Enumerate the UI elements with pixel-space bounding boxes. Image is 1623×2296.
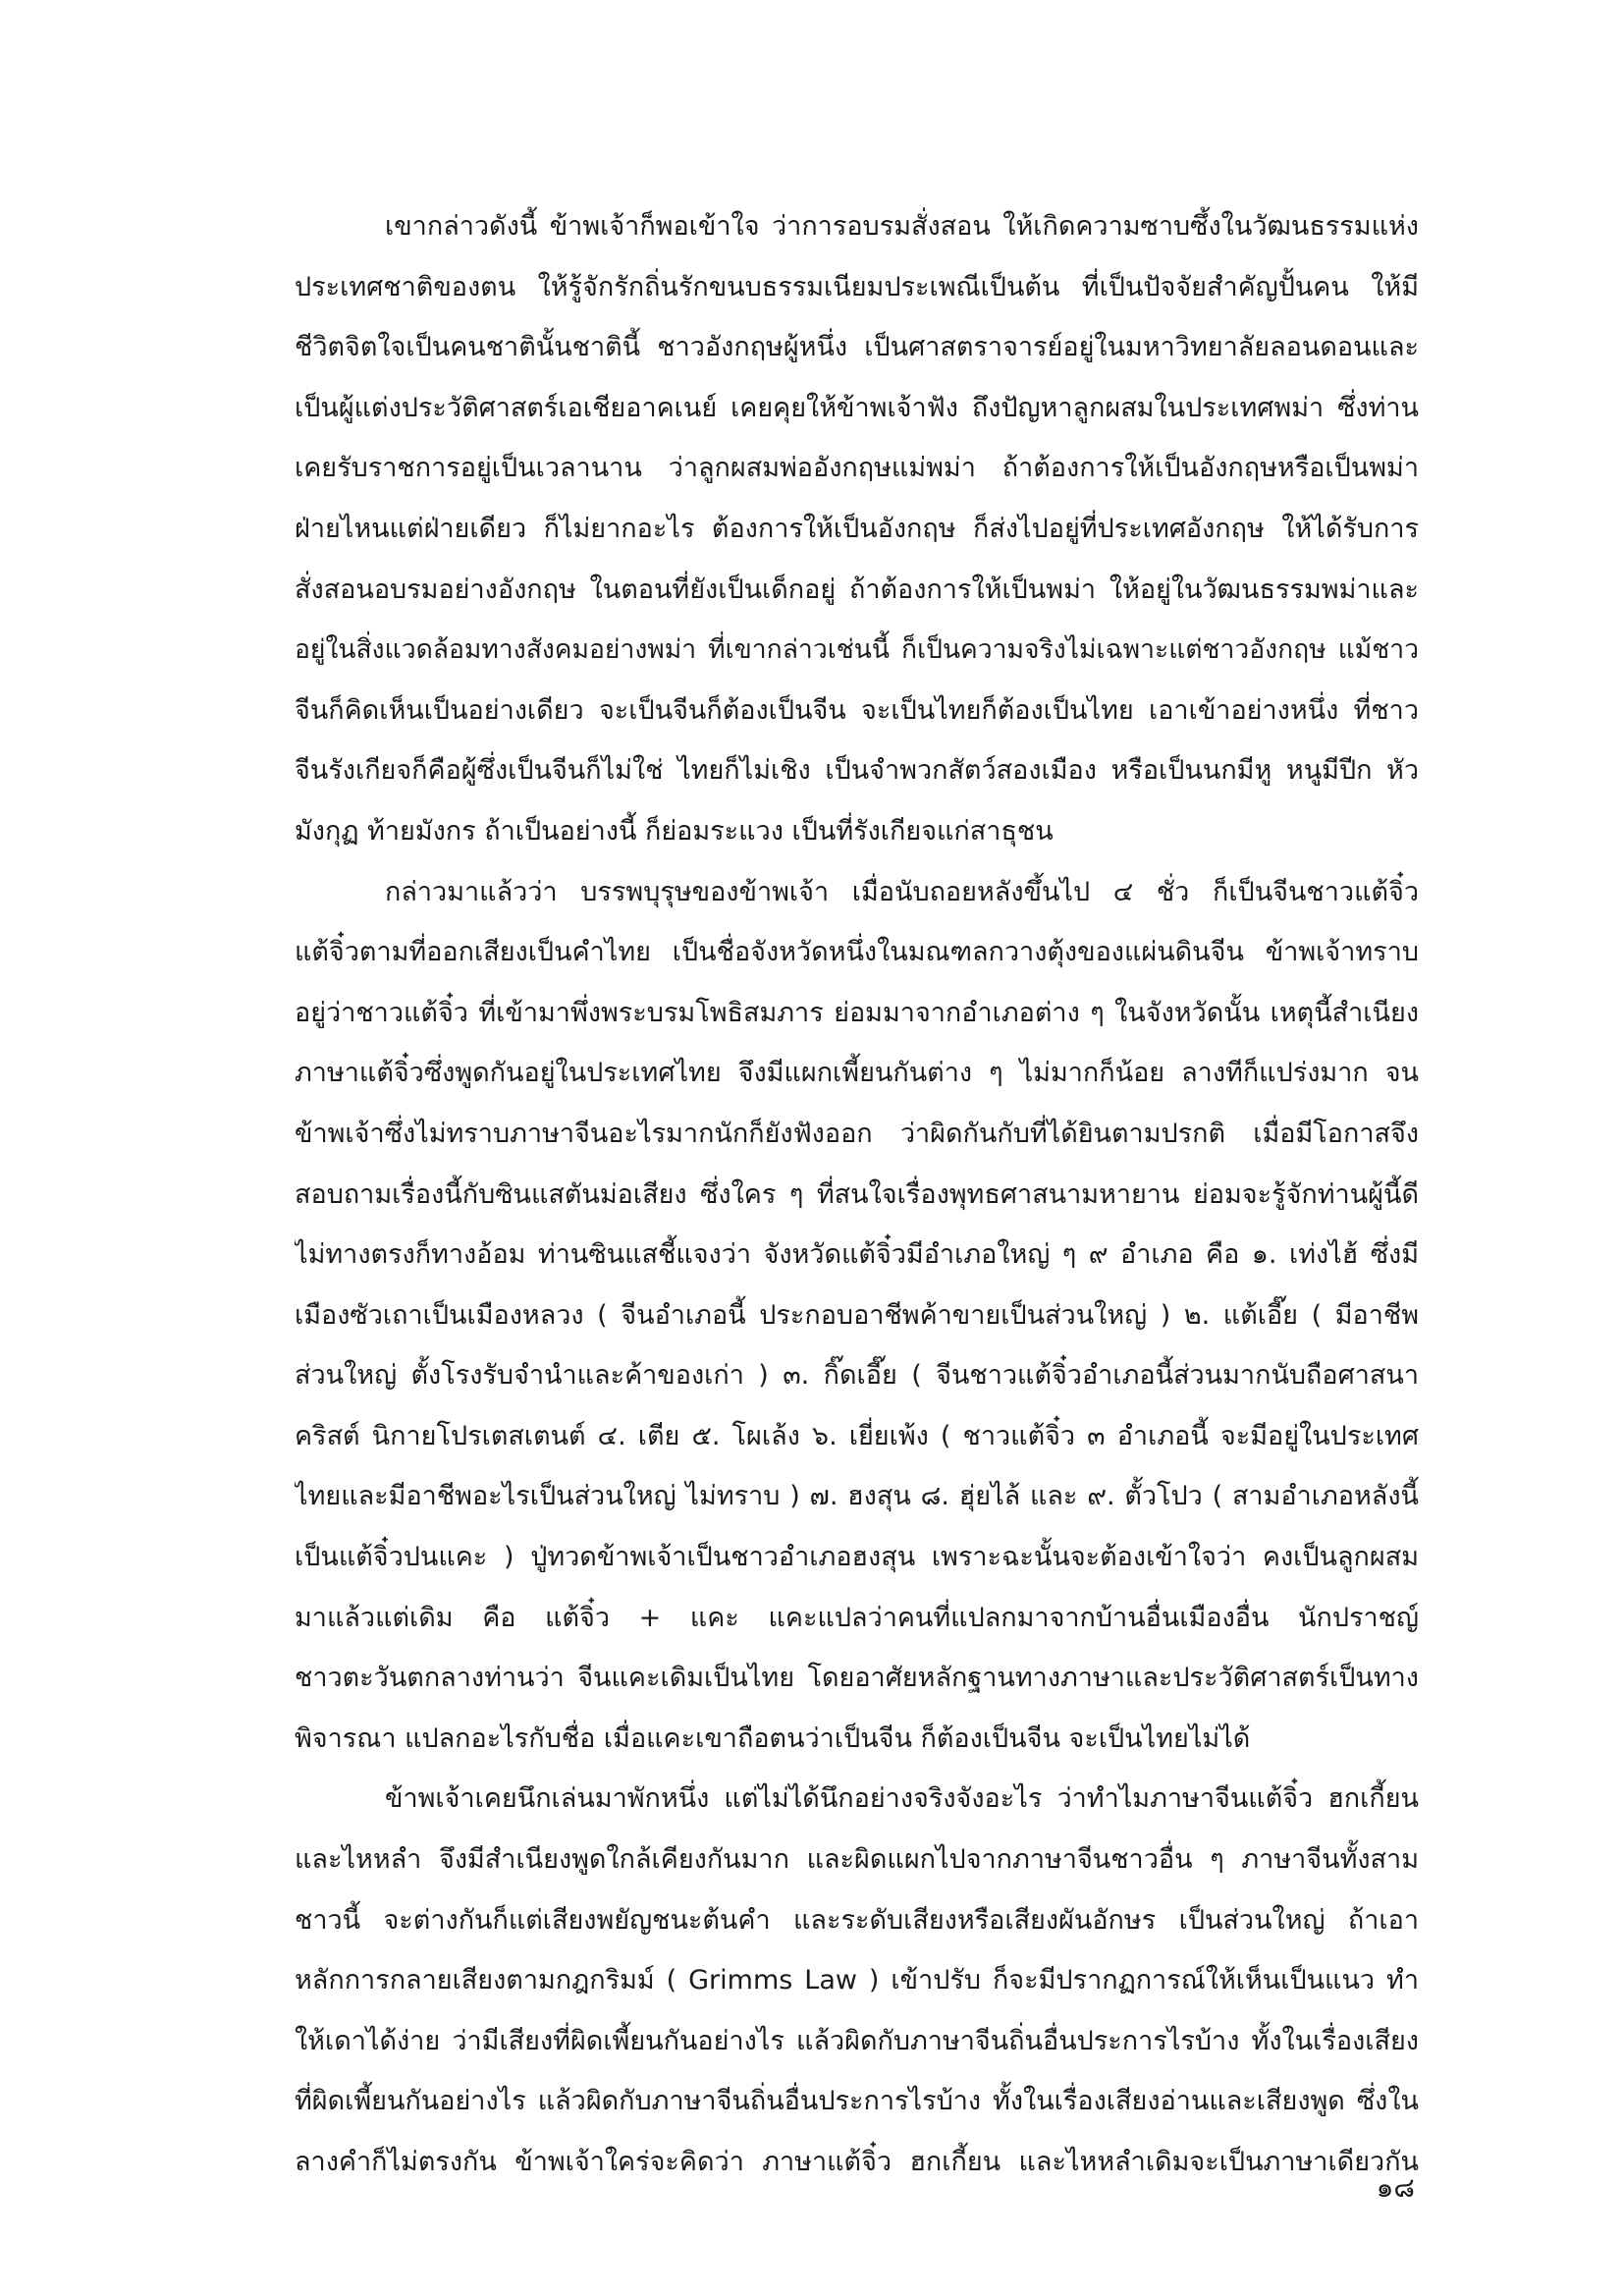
paragraph-3-line: ชาวนี้ จะต่างกันก็แต่เสียงพยัญชนะต้นคำ และระดับเสียงหรือเสียงผันอักษร เป็นส่วนใหญ่ ถ้าเอา <box>295 1904 1419 1936</box>
paragraph-3-line: หลักการกลายเสียงตามกฎกริมม์ ( Grimms Law ) เข้าปรับ ก็จะมีปรากฏการณ์ให้เห็นเป็นแนว ทำ <box>295 1965 1419 1996</box>
paragraph-2-line: คริสต์ นิกายโปรเตสเตนต์ ๔. เตีย ๕. โผเล้ง ๖. เยี่ยเพ้ง ( ชาวแต้จิ๋ว ๓ อำเภอนี้ จะมีอยู่ในประเทศ <box>295 1420 1419 1451</box>
paragraph-3-line: และไหหลำ จึงมีสำเนียงพูดใกล้เคียงกันมาก และผิดแผกไปจากภาษาจีนชาวอื่น ๆ ภาษาจีนทั้งสาม <box>295 1844 1419 1876</box>
paragraph-1-line: จีนก็คิดเห็นเป็นอย่างเดียว จะเป็นจีนก็ต้องเป็นจีน จะเป็นไทยก็ต้องเป็นไทย เอาเข้าอย่างหนึ่ง ที่ชาว <box>295 694 1419 726</box>
paragraph-2-line: เป็นแต้จิ๋วปนแคะ ) ปู่ทวดข้าพเจ้าเป็นชาวอำเภอฮงสุน เพราะฉะนั้นจะต้องเข้าใจว่า คงเป็นลูกผสม <box>295 1542 1419 1573</box>
paragraph-2-line: ส่วนใหญ่ ตั้งโรงรับจำนำและค้าของเก่า ) ๓. กิ๊ดเอี๊ย ( จีนชาวแต้จิ๋วอำเภอนี้ส่วนมากนับถือศาสนา <box>295 1360 1419 1392</box>
page-number: ๑๘ <box>1376 2171 1415 2204</box>
paragraph-1-line: เคยรับราชการอยู่เป็นเวลานาน ว่าลูกผสมพ่ออังกฤษแม่พม่า ถ้าต้องการให้เป็นอังกฤษหรือเป็นพม่า <box>295 453 1419 484</box>
paragraph-2-line: สอบถามเรื่องนี้กับซินแสตันม่อเสียง ซึ่งใคร ๆ ที่สนใจเรื่องพุทธศาสนามหายาน ย่อมจะรู้จักท่านผู้นี้ดี <box>295 1178 1419 1210</box>
paragraph-2-line: ข้าพเจ้าซึ่งไม่ทราบภาษาจีนอะไรมากนักก็ยังฟังออก ว่าผิดกันกับที่ได้ยินตามปรกติ เมื่อมีโอกาสจึง <box>295 1118 1419 1149</box>
paragraph-1-line: ชีวิตจิตใจเป็นคนชาตินั้นชาตินี้ ชาวอังกฤษผู้หนึ่ง เป็นศาสตราจารย์อยู่ในมหาวิทยาลัยลอนดอนและ <box>295 332 1419 363</box>
paragraph-1-line: มังกุฏ ท้ายมังกร ถ้าเป็นอย่างนี้ ก็ย่อมระแวง เป็นที่รังเกียจแก่สาธุชน <box>295 815 1054 847</box>
paragraph-2-line: ไทยและมีอาชีพอะไรเป็นส่วนใหญ่ ไม่ทราบ ) ๗. ฮงสุน ๘. ฮุ่ยไล้ และ ๙. ตั้วโปว ( สามอำเภอหลังนี้ <box>295 1481 1419 1512</box>
paragraph-2-line: ไม่ทางตรงก็ทางอ้อม ท่านซินแสชี้แจงว่า จังหวัดแต้จิ๋วมีอำเภอใหญ่ ๆ ๙ อำเภอ คือ ๑. เท่งไฮ้ ซึ่งมี <box>295 1239 1419 1271</box>
paragraph-1-line: จีนรังเกียจก็คือผู้ซึ่งเป็นจีนก็ไม่ใช่ ไทยก็ไม่เชิง เป็นจำพวกสัตว์สองเมือง หรือเป็นนกมีหู หนูมีปีก หัว <box>295 755 1419 787</box>
paragraph-2-line: พิจารณา แปลกอะไรกับชื่อ เมื่อแคะเขาถือตนว่าเป็นจีน ก็ต้องเป็นจีน จะเป็นไทยไม่ได้ <box>295 1722 1251 1754</box>
paragraph-2-line: ชาวตะวันตกลางท่านว่า จีนแคะเดิมเป็นไทย โดยอาศัยหลักฐานทางภาษาและประวัติศาสตร์เป็นทาง <box>295 1663 1419 1694</box>
paragraph-2-line: อยู่ว่าชาวแต้จิ๋ว ที่เข้ามาพึ่งพระบรมโพธิสมภาร ย่อมมาจากอำเภอต่าง ๆ ในจังหวัดนั้น เหตุนี้สำเนียง <box>295 997 1419 1028</box>
paragraph-3-line: ข้าพเจ้าเคยนึกเล่นมาพักหนึ่ง แต่ไม่ได้นึกอย่างจริงจังอะไร ว่าทำไมภาษาจีนแต้จิ๋ว ฮกเกี้ยน <box>385 1783 1419 1815</box>
paragraph-2-line: ภาษาแต้จิ๋วซึ่งพูดกันอยู่ในประเทศไทย จึงมีแผกเพี้ยนกันต่าง ๆ ไม่มากก็น้อย ลางทีก็แปร่งมาก จน <box>295 1058 1419 1089</box>
paragraph-3-line: ลางคำก็ไม่ตรงกัน ข้าพเจ้าใคร่จะคิดว่า ภาษาแต้จิ๋ว ฮกเกี้ยน และไหหลำเดิมจะเป็นภาษาเดียวกัน <box>295 2147 1419 2177</box>
paragraph-1-line: ฝ่ายไหนแต่ฝ่ายเดียว ก็ไม่ยากอะไร ต้องการให้เป็นอังกฤษ ก็ส่งไปอยู่ที่ประเทศอังกฤษ ให้ได้รับการ <box>295 513 1419 544</box>
paragraph-2-line: แต้จิ๋วตามที่ออกเสียงเป็นคำไทย เป็นชื่อจังหวัดหนึ่งในมณฑลกวางตุ้งของแผ่นดินจีน ข้าพเจ้าทราบ <box>295 937 1419 968</box>
body-text <box>295 196 1419 2193</box>
paragraph-1-line: สั่งสอนอบรมอย่างอังกฤษ ในตอนที่ยังเป็นเด็กอยู่ ถ้าต้องการให้เป็นพม่า ให้อยู่ในวัฒนธรรมพม่าและ <box>295 574 1419 605</box>
paragraph-1-line: เป็นผู้แต่งประวัติศาสตร์เอเชียอาคเนย์ เคยคุยให้ข้าพเจ้าฟัง ถึงปัญหาลูกผสมในประเทศพม่า ซึ่งท่าน <box>295 392 1419 423</box>
paragraph-3-line: ให้เดาได้ง่าย ว่ามีเสียงที่ผิดเพี้ยนกันอย่างไร แล้วผิดกับภาษาจีนถิ่นอื่นประการไรบ้าง ทั้งในเรื่องเสียง <box>295 2025 1419 2056</box>
paragraph-1-line: อยู่ในสิ่งแวดล้อมทางสังคมอย่างพม่า ที่เขากล่าวเช่นนี้ ก็เป็นความจริงไม่เฉพาะแต่ชาวอังกฤษ แม้ชาว <box>295 634 1419 666</box>
paragraph-3-line: ที่ผิดเพี้ยนกันอย่างไร แล้วผิดกับภาษาจีนถิ่นอื่นประการไรบ้าง ทั้งในเรื่องเสียงอ่านและเสียงพูด ซึ่งใน <box>295 2086 1419 2117</box>
paragraph-1-line: ประเทศชาติของตน ให้รู้จักรักถิ่นรักขนบธรรมเนียมประเพณีเป็นต้น ที่เป็นปัจจัยสำคัญปั้นคน ให้มี <box>295 271 1419 302</box>
paragraph-2-line: กล่าวมาแล้วว่า บรรพบุรุษของข้าพเจ้า เมื่อนับถอยหลังขึ้นไป ๔ ชั่ว ก็เป็นจีนชาวแต้จิ๋ว <box>385 876 1419 907</box>
paragraph-2-line: มาแล้วแต่เดิม คือ แต้จิ๋ว + แคะ แคะแปลว่าคนที่แปลกมาจากบ้านอื่นเมืองอื่น นักปราชญ์ <box>295 1602 1419 1633</box>
paragraph-1-line: เขากล่าวดังนี้ ข้าพเจ้าก็พอเข้าใจ ว่าการอบรมสั่งสอน ให้เกิดความซาบซึ้งในวัฒนธรรมแห่ง <box>385 211 1419 242</box>
paragraph-2-line: เมืองซัวเถาเป็นเมืองหลวง ( จีนอำเภอนี้ ประกอบอาชีพค้าขายเป็นส่วนใหญ่ ) ๒. แต้เอี๊ย ( มีอาชีพ <box>295 1299 1419 1331</box>
